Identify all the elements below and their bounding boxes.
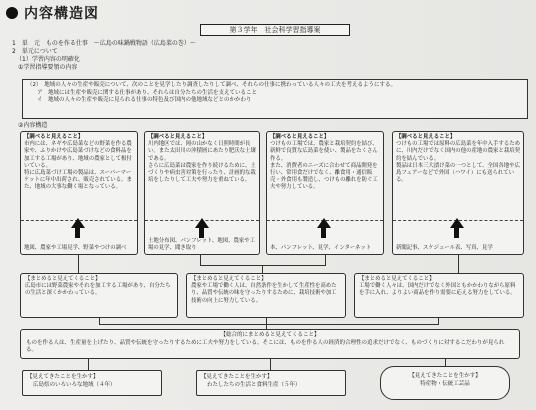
apply-body: 特産物・伝統工芸品 — [420, 381, 470, 387]
arrow-up-icon — [199, 228, 204, 238]
finding-column-3 — [266, 131, 384, 255]
finding-title: 【調べると見えること】 — [148, 134, 208, 140]
apply-box-2 — [196, 370, 346, 396]
finding-body: 市内には、ネギや広島菜などの野菜を作る農家や、ふりかけや広島菜づけなどの食料品を加工する工場があり、地域の農家として根付いている。 特に広島菜づけ工場の製品は、スーパーマーケットに年中出荷され、販売されている。また、地域の大事な働く場となっている。 — [24, 141, 132, 191]
apply-body: わたしたちの生活と食料生産（５年） — [207, 382, 301, 388]
unit-line: 1 単 元 ものを作る仕事 〜広島の味鍋戦物語（広島菜の巻）〜 — [12, 40, 196, 47]
connector-line — [270, 359, 271, 370]
finding-body: つけもの工場では、農家と栽培契約を結び、新鮮で良質な広島菜を使い、製品をたくさん作る。 また、消費者のニーズに合わせて商品開発を行い、常用食だけでなく、離食用・通信販売・外食用も製造し、つけもの離れを防ぐ工夫や努力している。 — [270, 141, 378, 191]
arrow-up-icon — [321, 228, 326, 238]
objective-item-a: ア 地域には生産や販売に関する仕事があり、それらは自分たちの生活を支えていること — [37, 89, 258, 96]
bullet-icon — [6, 7, 18, 19]
connector-line — [458, 255, 459, 273]
finding-title: 【調べると見えること】 — [396, 134, 456, 140]
apply-title: 【見えてきたことを生かす】 — [27, 374, 99, 380]
connector-line — [262, 265, 263, 273]
connector-line — [99, 324, 439, 325]
finding-column-2 — [144, 131, 260, 255]
finding-column-4 — [392, 131, 524, 255]
apply-title: 【見えてきたことを生かす】 — [409, 373, 481, 379]
arrow-up-icon — [317, 218, 331, 228]
connector-line — [445, 359, 446, 366]
finding-sources: 地図、農家や工場見学、野菜やつけの調べ — [24, 244, 127, 251]
finding-sources: 土地分布図、パンフレット、地図、農家や工場の見学、聞き取り — [148, 237, 256, 251]
arrow-up-icon — [454, 228, 459, 238]
connector-line — [88, 359, 89, 370]
finding-column-1 — [20, 131, 138, 255]
summary-title: 【まとめると見えてくること】 — [191, 276, 267, 282]
finding-title: 【調べると見えること】 — [270, 134, 330, 140]
summary-body: 工場で働く人々は、国内だけでなく外国ともかかわりながら原料を手に入れ、よりよい商品を作り需要に応える努力をしている。 — [359, 283, 516, 297]
page-heading — [6, 3, 99, 23]
summary-box-3 — [354, 273, 524, 318]
arrow-up-icon — [71, 218, 85, 228]
summary-box-2 — [186, 273, 346, 318]
connector-line — [325, 255, 326, 265]
plan-title: 第３学年 社会科学習指導案 — [200, 24, 350, 36]
arrow-up-icon — [75, 228, 80, 238]
apply-cloud — [380, 366, 510, 400]
objective-box — [22, 79, 528, 119]
summary-body: 広島市には野菜農家やそれを加工する工場があり、自分たちの生活と深くかかわっている。 — [25, 283, 171, 297]
apply-title: 【見えてきたことを生かす】 — [201, 374, 273, 380]
apply-body: 広島県のいろいろな地域（４年） — [33, 382, 116, 388]
finding-sources: 新聞記事、スケジュール表、写真、見学 — [396, 244, 493, 251]
connector-line — [78, 255, 79, 273]
arrow-up-icon — [450, 218, 464, 228]
summary-title: 【まとめると見えてくること】 — [359, 276, 435, 282]
guideline-line: ①学習指導要領の内容 — [18, 64, 78, 71]
summary-body: 農家や工場で働く人は、自然条件を生かして生産性を高めたり、品質や伝統の味を守ったりするために、栽培技術や加工技術の向上に努力している。 — [191, 283, 337, 304]
connector-line — [200, 265, 326, 266]
about-unit-line: 2 単元について — [12, 48, 58, 55]
finding-title: 【調べると見えること】 — [24, 134, 84, 140]
objective-item-b: イ 地域の人々の生産や販売に見られる仕事の特色及び国内の他地域などとのかかわり — [37, 97, 252, 103]
finding-body: 川内地区では、岡の山かなく日照時間が長い。また太田川の沖積層にあたり肥沃な土壌である。 さらに広島菜は農家を作り続けるために、土づくりや病虫害対策を行ったり、計画的な栽培をしたりして工夫や努力を重ねている。 — [148, 141, 256, 184]
finding-body: つけもの工場では原料の広島菜を年中入手するために、川内だけでなく国内の他の産地の農家と栽培契約を結んでいる。 製品は日本三大漬け菜の一つとして、全国各地や広島フェアーなどで外国（ハワイ）にも送られている。 — [396, 141, 520, 184]
clarification-line: （1）学習内容の明確化 — [16, 56, 80, 63]
overall-summary-title: 【総合的にまとめると見えてくること】 — [220, 332, 320, 338]
apply-box-1 — [22, 370, 162, 396]
structure-label: ②内容構造 — [18, 122, 48, 129]
objective-text: （2） 地域の人々の生産や販売について、次のことを見学したり調査したりして調べ、それらの仕事に携わっている人々の工夫を考えるようにする。 — [27, 82, 396, 88]
summary-box-1 — [20, 273, 178, 318]
summary-title: 【まとめると見えてくること】 — [25, 276, 101, 282]
connector-line — [200, 255, 201, 265]
finding-sources: 本、パンフレット、見学、インターネット — [270, 244, 372, 251]
heading-text: 内容構造図 — [24, 6, 99, 22]
overall-summary-box — [20, 329, 520, 359]
overall-summary-body: ものを作る人は、生産量を上げたり、品質や伝統を守ったりするために工夫や努力をしている。そこには、ものを作る人の経済的合理性の追求だけでなく、ものづくりに対するこだわりが見られる。 — [26, 339, 505, 353]
arrow-up-icon — [195, 218, 209, 228]
